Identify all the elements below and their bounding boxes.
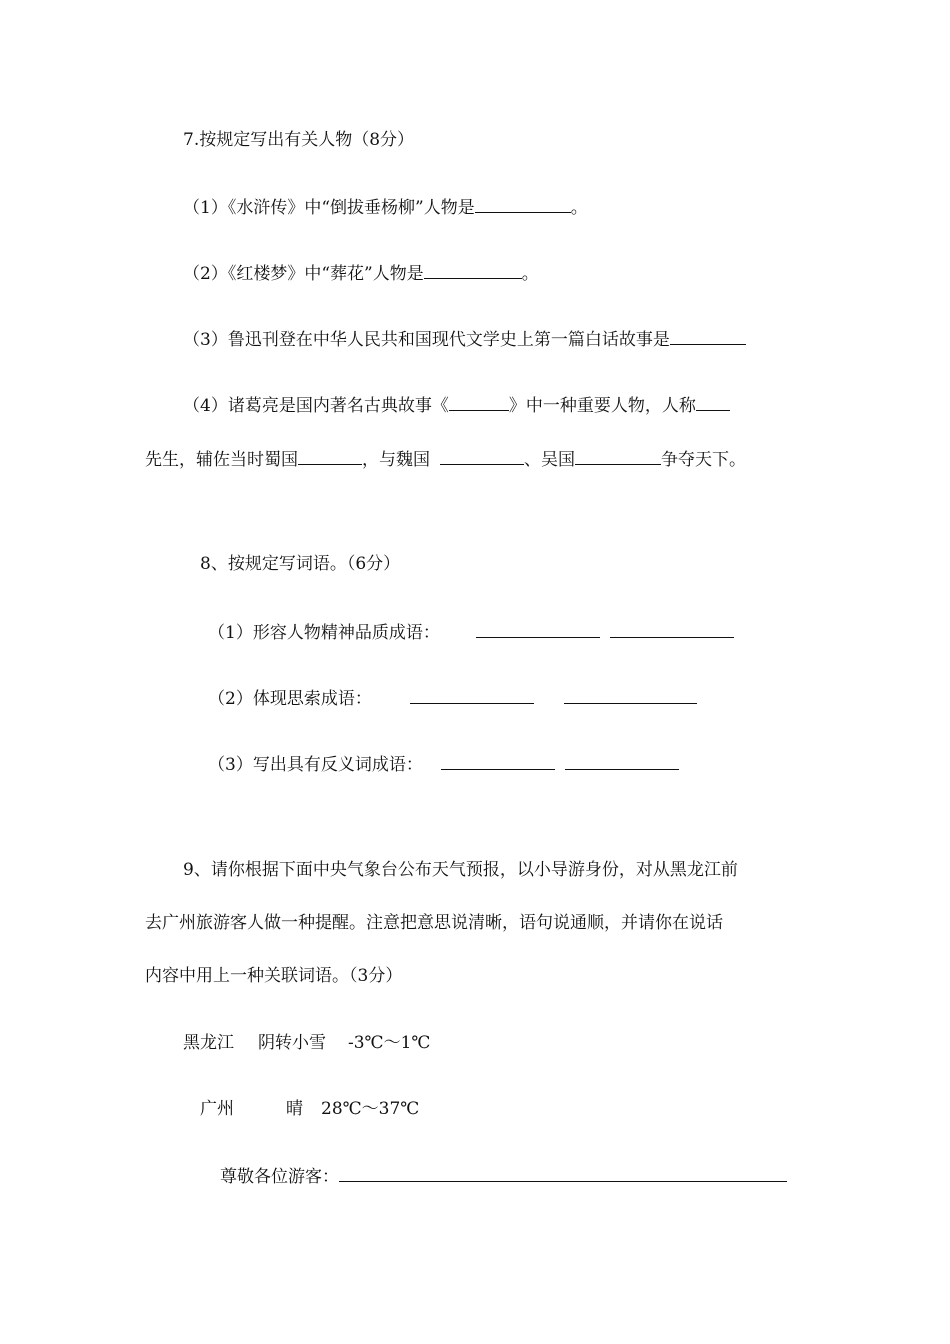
q7-item-2-end: 。 [521, 264, 539, 284]
weather-city: 广州 [200, 1099, 234, 1119]
answer-blank[interactable] [696, 393, 730, 411]
weather-condition: 晴 [286, 1099, 303, 1119]
weather-temperature: -3℃～1℃ [348, 1033, 431, 1053]
answer-blank[interactable] [339, 1164, 787, 1182]
weather-city: 黑龙江 [183, 1033, 234, 1053]
q9-line-2: 去广州旅游客人做一种提醒。注意把意思说清晰，语句说通顺，并请你在说话 [145, 913, 723, 933]
q9-line-3: 内容中用上一种关联词语。（3分） [145, 966, 403, 986]
weather-row-guangzhou [200, 1098, 419, 1120]
q7-item-4 [183, 393, 730, 415]
answer-blank[interactable] [298, 447, 362, 465]
q8-item-1 [208, 620, 734, 642]
q7-item-3-text: （3）鲁迅刊登在中华人民共和国现代文学史上第一篇白话故事是 [183, 330, 670, 350]
q7-item-4-text-d: ，与魏国 [362, 450, 430, 470]
weather-temperature: 28℃～37℃ [321, 1099, 420, 1119]
q7-item-4-text-c: 先生，辅佐当时蜀国 [145, 450, 298, 470]
q7-item-2 [183, 261, 539, 283]
q7-item-2-text: （2）《红楼梦》中“葬花”人物是 [183, 264, 424, 284]
answer-blank[interactable] [476, 620, 600, 638]
answer-blank[interactable] [575, 447, 661, 465]
weather-row-heilongjiang [183, 1032, 430, 1054]
q8-item-1-text: （1）形容人物精神品质成语： [208, 623, 440, 643]
q7-item-4-text-f: 争夺天下。 [661, 450, 746, 470]
answer-blank[interactable] [670, 327, 746, 345]
q7-item-4-text-e: 、吴国 [524, 450, 575, 470]
answer-blank[interactable] [424, 261, 522, 279]
answer-blank[interactable] [440, 447, 524, 465]
q8-title: 8、按规定写词语。（6分） [200, 554, 401, 574]
answer-blank[interactable] [565, 752, 679, 770]
q7-item-1-end: 。 [570, 198, 588, 218]
q8-item-2-text: （2）体现思索成语： [208, 689, 372, 709]
q7-item-1 [183, 195, 588, 217]
q9-line-1: 9、请你根据下面中央气象台公布天气预报，以小导游身份，对从黑龙江前 [183, 860, 738, 880]
q8-item-2 [208, 686, 697, 708]
weather-condition: 阴转小雪 [258, 1033, 326, 1053]
q7-item-1-text: （1）《水浒传》中“倒拔垂杨柳”人物是 [183, 198, 475, 218]
answer-blank[interactable] [475, 195, 571, 213]
q7-item-4-continued [145, 447, 746, 469]
answer-blank[interactable] [410, 686, 534, 704]
q7-item-3 [183, 327, 746, 349]
q7-item-4-text-b: 》中一种重要人物，人称 [508, 396, 696, 416]
q7-item-4-text-a: （4）诸葛亮是国内著名古典故事《 [183, 396, 449, 416]
answer-blank[interactable] [564, 686, 697, 704]
answer-blank[interactable] [441, 752, 555, 770]
answer-blank[interactable] [610, 620, 734, 638]
q8-item-3 [208, 752, 679, 774]
answer-blank[interactable] [449, 393, 509, 411]
q9-greeting-line [220, 1164, 787, 1186]
q7-title: 7.按规定写出有关人物（8分） [183, 130, 415, 150]
q9-greeting: 尊敬各位游客： [220, 1167, 339, 1187]
q8-item-3-text: （3）写出具有反义词成语： [208, 755, 423, 775]
